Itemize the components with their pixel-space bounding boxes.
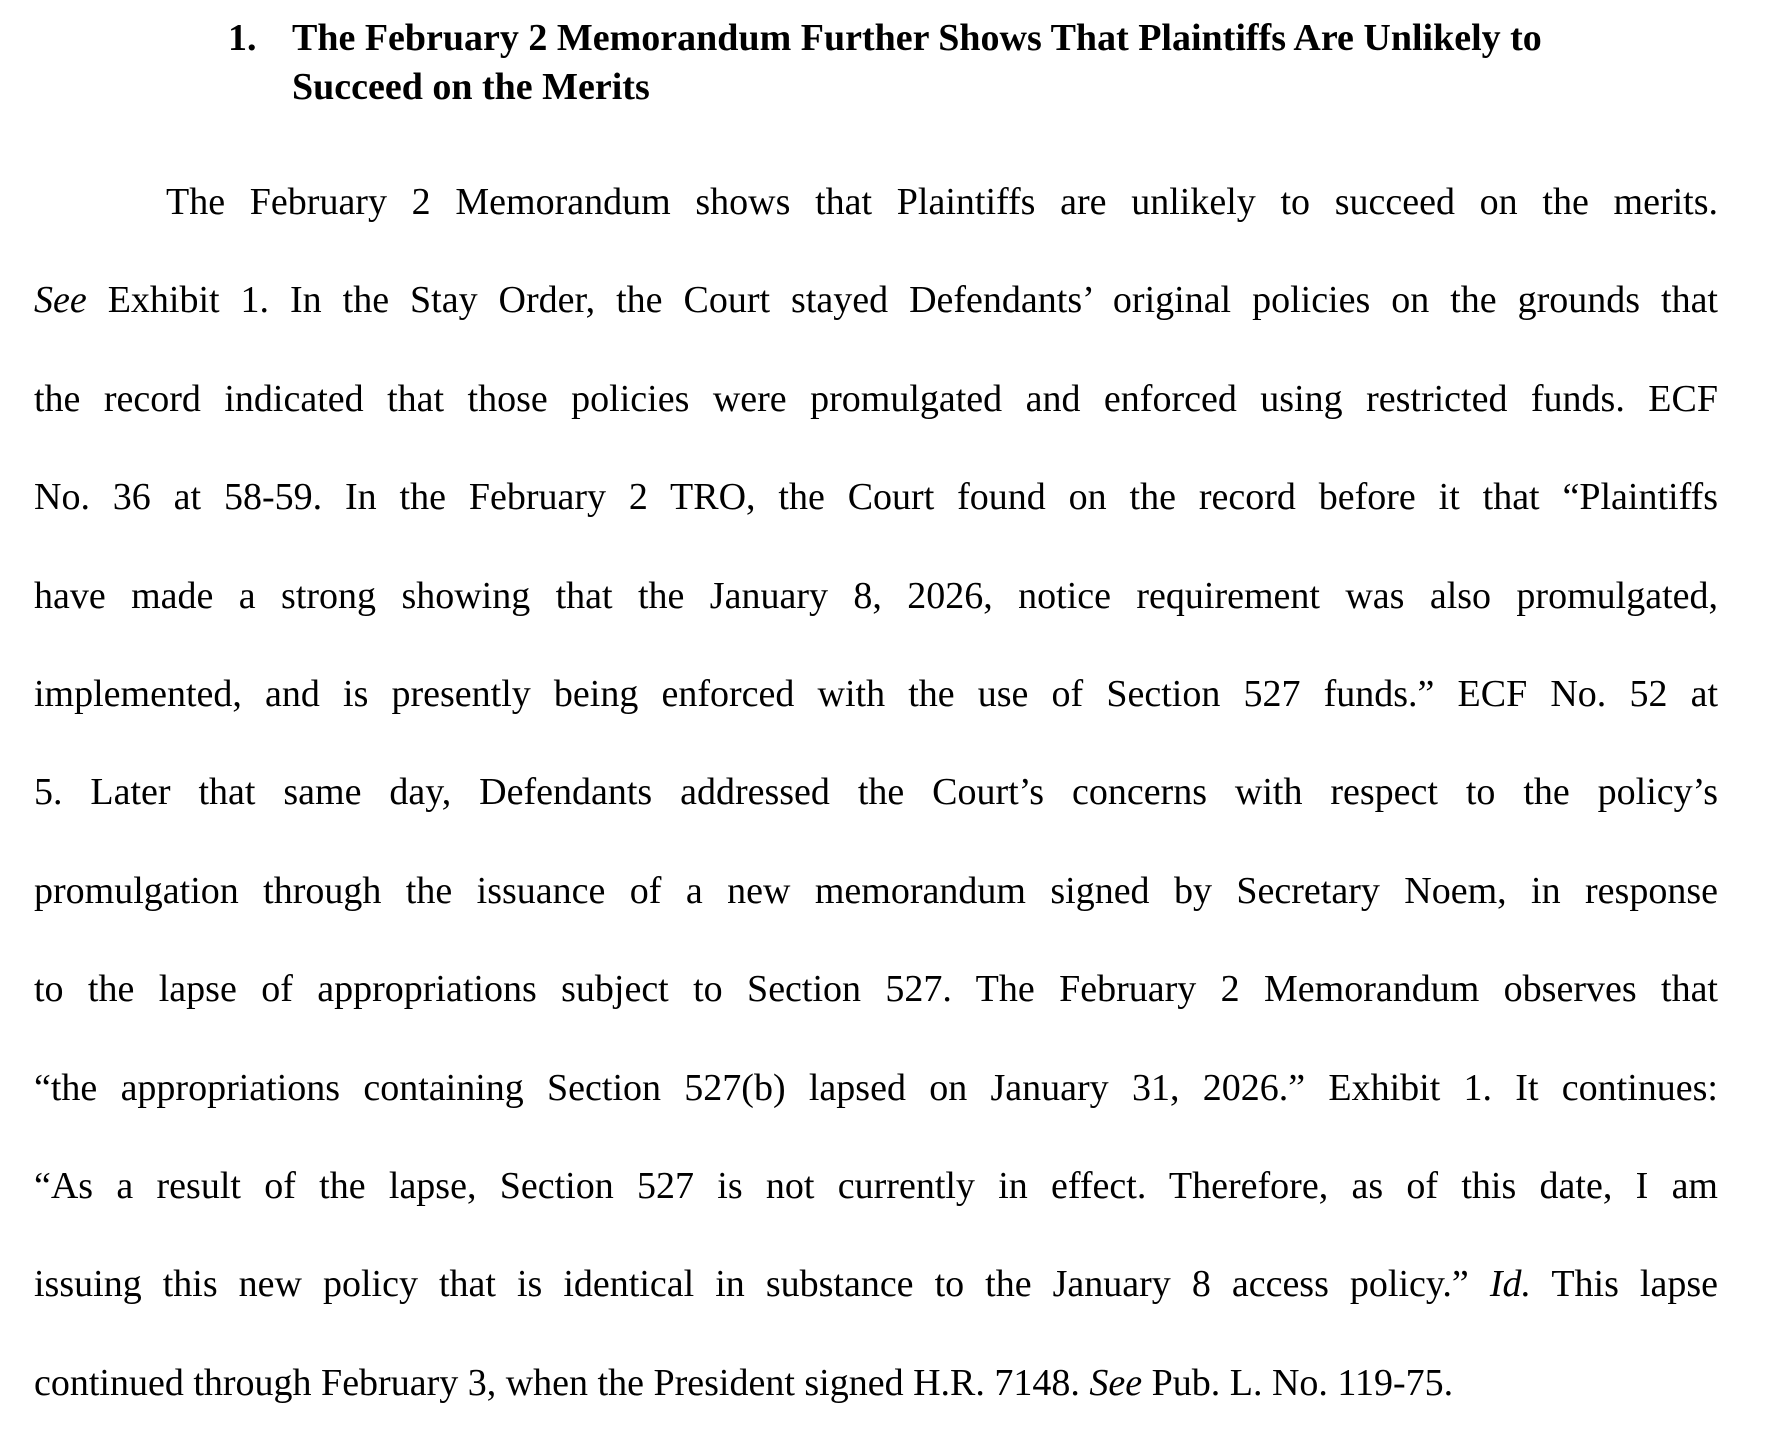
paragraph-line-7: 5. Later that same day, Defendants addressed the Court’s concerns with respect to the policy’s [34,771,1718,814]
paragraph-line-2 [34,251,1718,349]
paragraph-line-9: to the lapse of appropriations subject to Section 527. The February 2 Memorandum observes that [34,968,1718,1011]
heading-title [292,14,1712,112]
paragraph-line-12-text: issuing this new policy that is identical in substance to the January 8 access policy.” [34,1263,1490,1306]
heading-line-2: Succeed on the Merits [292,66,650,108]
paragraph-line-12 [34,1235,1718,1333]
paragraph-line-3: the record indicated that those policies were promulgated and enforced using restricted funds. ECF [34,377,1718,420]
citation-id: Id. [1489,1263,1531,1306]
paragraph-line-6: implemented, and is presently being enforced with the use of Section 527 funds.” ECF No. 52 at [34,672,1718,715]
paragraph-line-5: have made a strong showing that the January 8, 2026, notice requirement was also promulgated, [34,574,1718,617]
paragraph-line-4: No. 36 at 58-59. In the February 2 TRO, the Court found on the record before it that “Plaintiffs [34,476,1718,519]
heading-line-1: The February 2 Memorandum Further Shows That Plaintiffs Are Unlikely to [292,17,1542,59]
heading-number: 1. [228,17,257,59]
paragraph-line-13 [34,1334,1718,1432]
citation-signal-see-2: See [1089,1361,1143,1404]
paragraph-line-8: promulgation through the issuance of a new memorandum signed by Secretary Noem, in response [34,869,1718,912]
paragraph-line-11: “As a result of the lapse, Section 527 is not currently in effect. Therefore, as of this date, I am [34,1164,1718,1207]
paragraph-line-12-tail: This lapse [1530,1263,1718,1306]
paragraph-line-13-text: continued through February 3, when the President signed H.R. 7148. [34,1361,1090,1404]
paragraph-line-1: The February 2 Memorandum shows that Plaintiffs are unlikely to succeed on the merits. [166,181,1718,223]
paragraph-line-13-tail: Pub. L. No. 119-75. [1142,1361,1454,1404]
paragraph-line-2-text: Exhibit 1. In the Stay Order, the Court stayed Defendants’ original policies on the grounds that [86,279,1718,322]
citation-signal-see: See [34,279,87,322]
paragraph-line-10: “the appropriations containing Section 527(b) lapsed on January 31, 2026.” Exhibit 1. It continues: [34,1066,1718,1109]
body-paragraph [34,153,1718,1432]
